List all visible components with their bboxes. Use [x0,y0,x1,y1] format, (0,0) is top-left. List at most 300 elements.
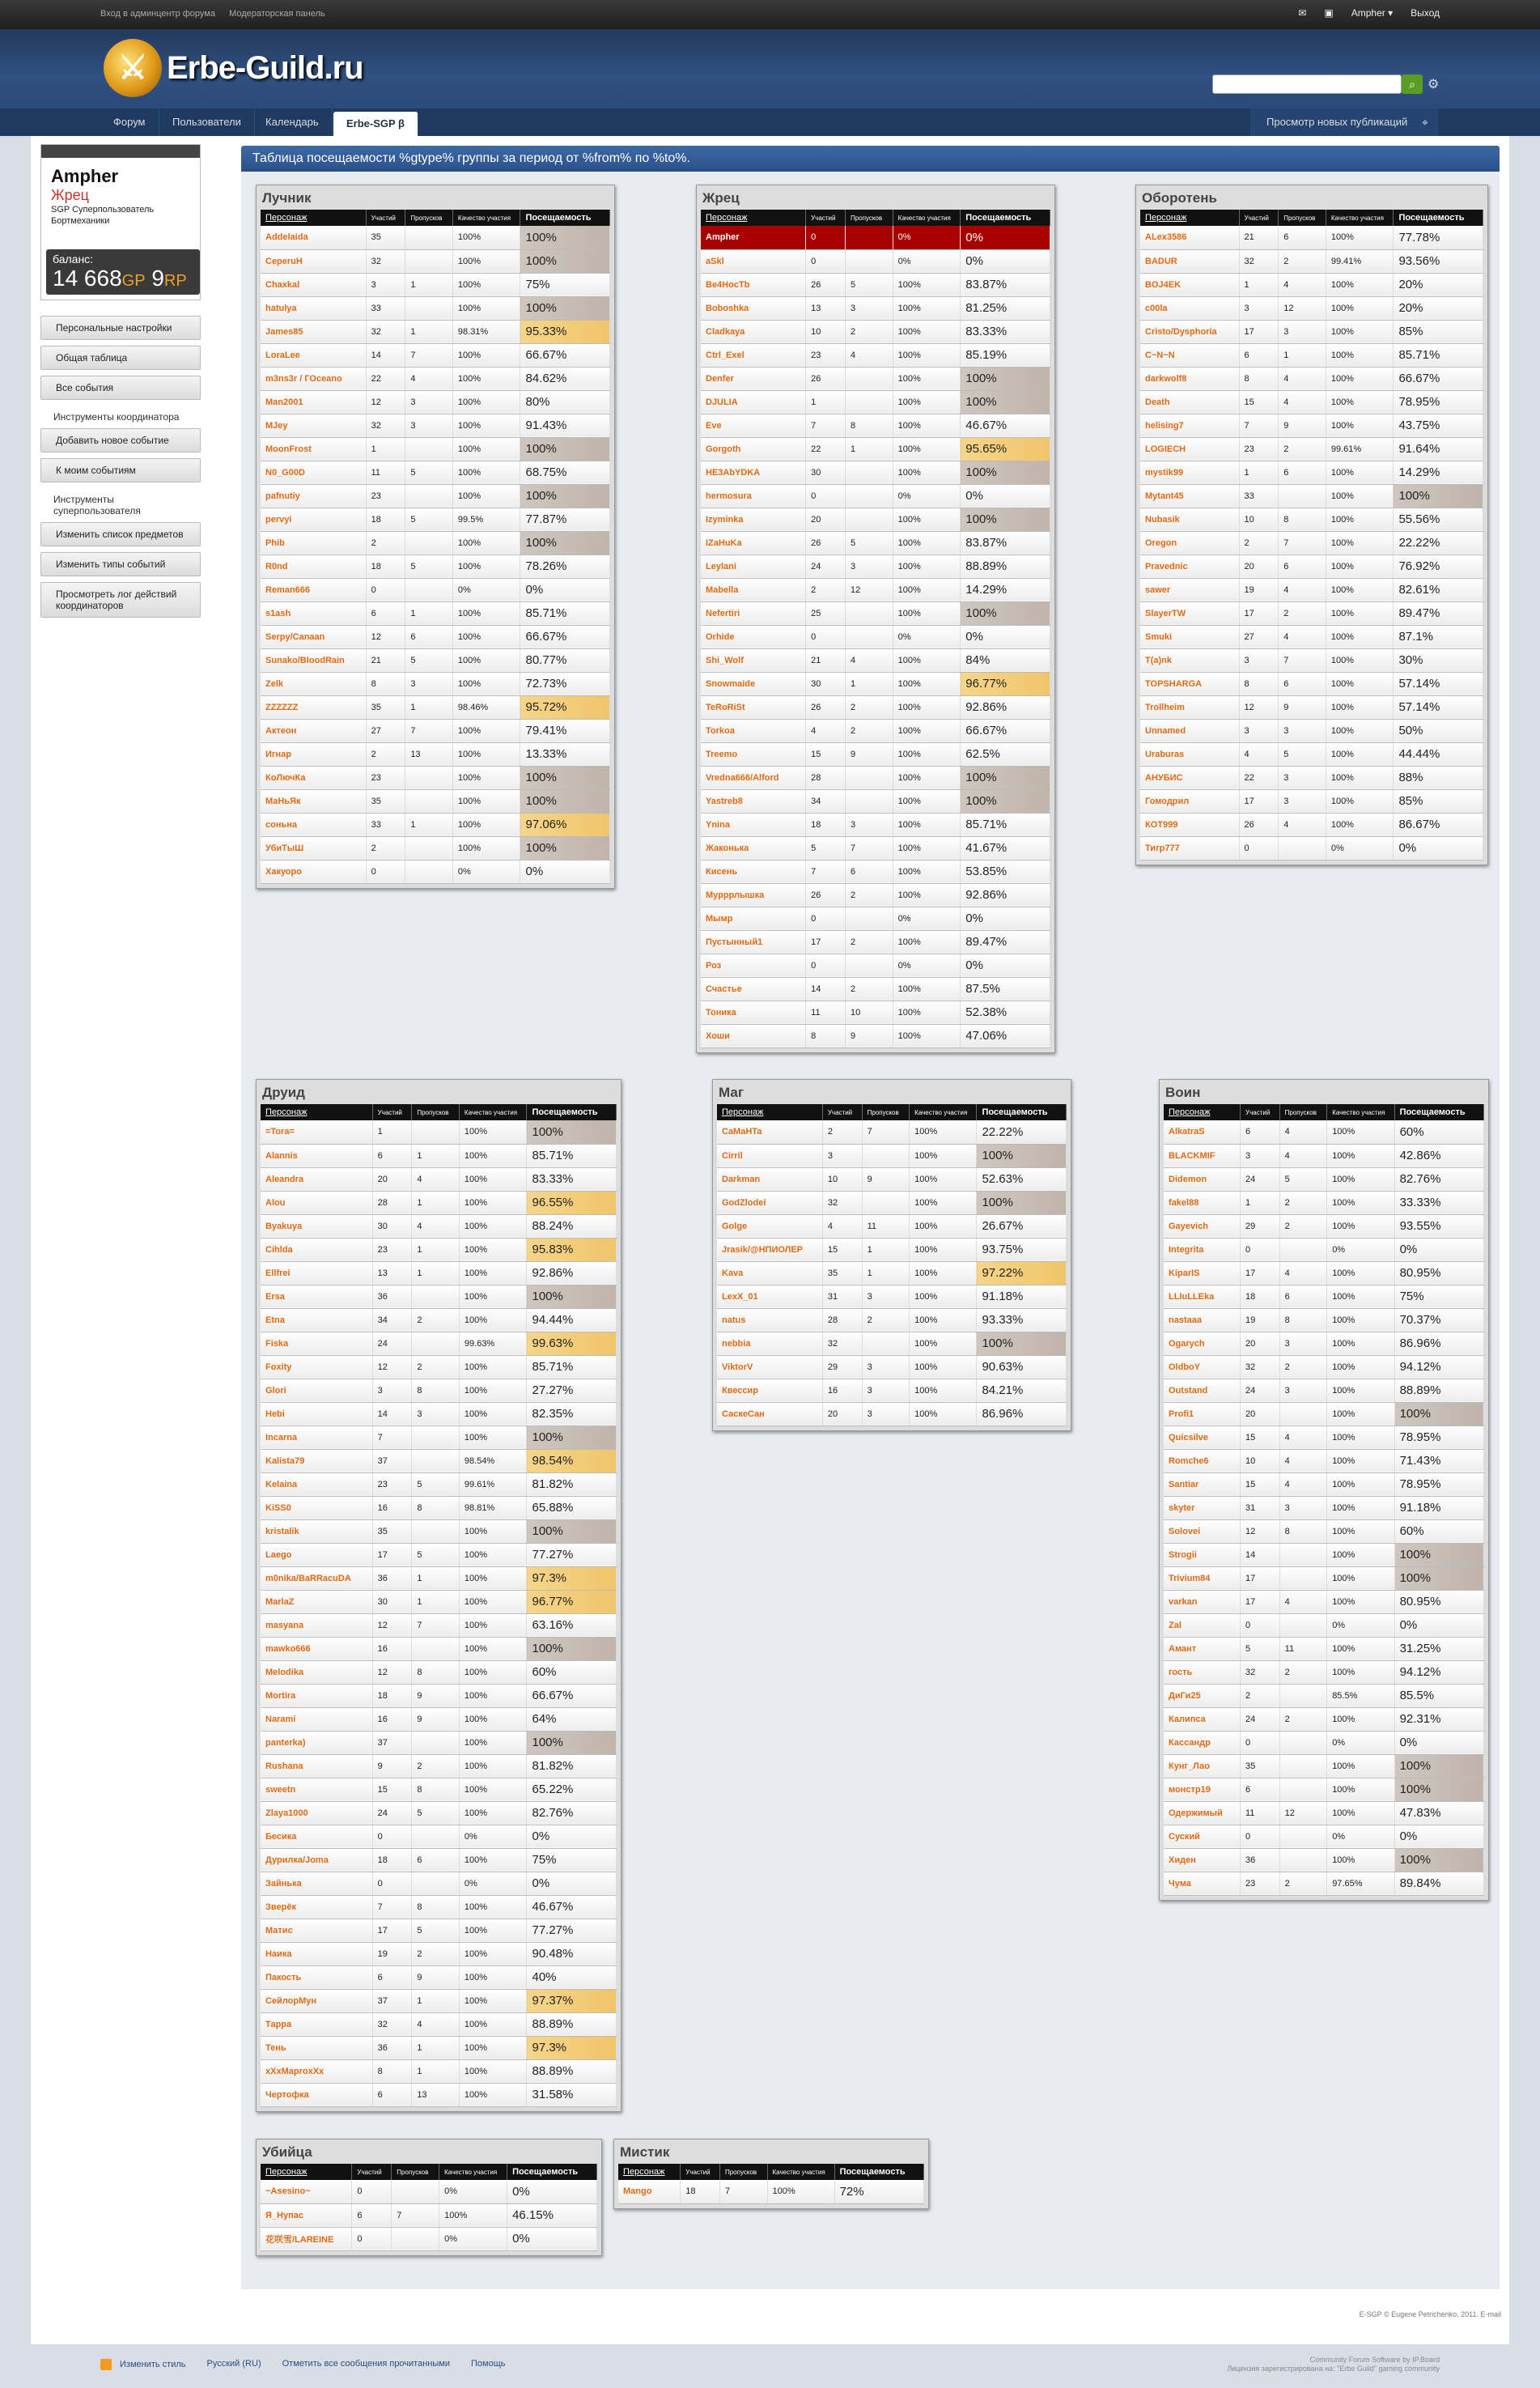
participations: 32 [366,249,405,273]
character-name[interactable]: Kava [717,1261,822,1285]
character-name[interactable]: Golge [717,1214,822,1238]
character-name[interactable]: Zelk [261,672,366,695]
table-row [261,1426,617,1449]
gear-icon[interactable]: ⚙ [1428,78,1440,91]
tab-erbe-sgp[interactable]: Erbe-SGP β [333,112,418,136]
rp-unit: RP [163,272,187,290]
character-name[interactable]: Foxity [261,1355,372,1379]
character-name[interactable]: kristalik [261,1519,372,1543]
table-row [1140,836,1483,860]
attendance-value: 52.63% [977,1167,1067,1191]
character-name[interactable]: ДиГи25 [1164,1684,1241,1707]
character-name[interactable]: AlkatraS [1164,1120,1241,1144]
attendance-value: 85.19% [961,343,1050,367]
table-row [261,1801,617,1825]
character-name[interactable]: Trollheim [1140,695,1239,719]
character-name[interactable]: pervyi [261,508,366,531]
help-link[interactable]: Помощь [470,2359,506,2369]
character-name[interactable]: Didemon [1164,1167,1241,1191]
language-link[interactable]: Русский (RU) [206,2359,261,2369]
character-name[interactable]: Кунг_Лао [1164,1754,1241,1778]
change-style-link[interactable]: Изменить стиль [100,2359,186,2370]
quality: 100% [452,296,520,320]
character-name[interactable]: nastaaa [1164,1308,1241,1332]
character-name[interactable]: T(a)nk [1140,648,1239,672]
character-name[interactable]: Ellfrei [261,1261,372,1285]
character-name[interactable]: Melodika [261,1660,372,1684]
quality: 100% [910,1261,977,1285]
column-header-character[interactable]: Персонаж [261,2164,352,2180]
character-name[interactable]: Чертофка [261,2083,372,2106]
misses: 5 [405,555,453,578]
character-name[interactable]: Бесика [261,1825,372,1848]
character-name[interactable]: CaMaHTa [717,1120,822,1144]
character-name[interactable]: LLIuLLEka [1164,1285,1241,1308]
quality: 100% [893,578,961,601]
character-name[interactable]: Boboshka [701,296,806,320]
character-name[interactable]: Я_Нупас [261,2203,352,2227]
character-name[interactable]: m0nika/BaRRacuDA [261,1566,372,1590]
character-name[interactable]: skyter [1164,1496,1241,1519]
character-name[interactable]: Solovei [1164,1519,1241,1543]
character-name[interactable]: Kalista79 [261,1449,372,1472]
character-name[interactable]: SlayerTW [1140,601,1239,625]
character-name[interactable]: Smuki [1140,625,1239,648]
tab-forum[interactable]: Форум [100,108,159,136]
character-name[interactable]: Alannis [261,1144,372,1167]
character-name[interactable]: Rushana [261,1754,372,1778]
participations: 32 [822,1332,862,1355]
character-name[interactable]: CeperuH [261,249,366,273]
character-name[interactable]: АНУБИС [1140,766,1239,789]
table-row [261,2180,597,2203]
character-name[interactable]: Счастье [701,977,806,1001]
character-name[interactable]: Trivium84 [1164,1566,1241,1590]
character-name[interactable]: Cirril [717,1144,822,1167]
character-name[interactable]: varkan [1164,1590,1241,1613]
edit-event-types-button[interactable]: Изменить типы событий [40,552,201,576]
character-name[interactable]: Darkman [717,1167,822,1191]
character-name[interactable]: OldboY [1164,1355,1241,1379]
character-name[interactable]: LoraLee [261,343,366,367]
character-name[interactable]: Glori [261,1379,372,1402]
character-name[interactable]: Gayevich [1164,1214,1241,1238]
character-name[interactable]: fakel88 [1164,1191,1241,1214]
character-name[interactable]: КоЛючКа [261,766,366,789]
all-events-button[interactable]: Все события [40,376,201,400]
character-name[interactable]: Гомодрил [1140,789,1239,813]
character-name[interactable]: Mytant45 [1140,484,1239,508]
character-name[interactable]: Роз [701,954,806,977]
participations: 21 [806,648,846,672]
character-name[interactable]: 花咲雪/LAREINE [261,2227,352,2250]
logout-link[interactable]: Выход [1411,7,1440,19]
character-name[interactable]: Кисень [701,860,806,883]
misses: 8 [1279,1519,1327,1543]
character-name[interactable]: sawer [1140,578,1239,601]
misses: 3 [1279,719,1326,742]
character-name[interactable]: Чума [1164,1872,1241,1895]
personal-settings-button[interactable]: Персональные настройки [40,316,201,340]
search-input[interactable] [1212,74,1402,94]
character-name[interactable]: =Tora= [261,1120,372,1144]
character-name[interactable]: Narami [261,1707,372,1731]
character-name[interactable]: LOGIECH [1140,437,1239,461]
character-name[interactable]: Nubasik [1140,508,1239,531]
character-name[interactable]: Quicsilve [1164,1426,1241,1449]
character-name[interactable]: КОТ999 [1140,813,1239,836]
character-name[interactable]: СаскеСан [717,1402,822,1426]
character-name[interactable]: Тень [261,2036,372,2059]
character-name[interactable]: Pravednic [1140,555,1239,578]
character-name[interactable]: Nefertiri [701,601,806,625]
character-name[interactable]: Phib [261,531,366,555]
quality: 100% [459,2012,527,2036]
column-header-character[interactable]: Персонаж [618,2164,681,2180]
character-name[interactable]: Cristo/Dysphoria [1140,320,1239,343]
character-name[interactable]: Hebi [261,1402,372,1426]
credit-line[interactable]: Community Forum Software by IP.Board [1309,2356,1440,2364]
character-name[interactable]: mawko666 [261,1637,372,1660]
character-name[interactable]: Zlaya1000 [261,1801,372,1825]
character-name[interactable]: МаНьЯк [261,789,366,813]
attendance-value: 66.67% [961,719,1050,742]
quality: 100% [893,343,961,367]
quality: 100% [893,1001,961,1024]
participations: 17 [372,1543,412,1566]
character-name[interactable]: Etna [261,1308,372,1332]
participations: 13 [806,296,846,320]
new-posts-link[interactable]: Просмотр новых публикаций [1250,108,1423,136]
character-name[interactable]: Тоника [701,1001,806,1024]
quality: 100% [893,742,961,766]
character-name[interactable]: Тарра [261,2012,372,2036]
misses: 6 [1279,461,1326,484]
character-name[interactable]: Пакость [261,1965,372,1989]
character-name[interactable]: IZaHuKa [701,531,806,555]
character-name[interactable]: Одержимый [1164,1801,1241,1825]
character-name[interactable]: Be4HocTb [701,273,806,296]
character-name[interactable]: Treemo [701,742,806,766]
character-name[interactable]: s1ash [261,601,366,625]
character-name[interactable]: BOJ4EK [1140,273,1239,296]
misses [1279,1566,1327,1590]
quality: 85.5% [1327,1684,1394,1707]
character-name[interactable]: Leylani [701,555,806,578]
character-name[interactable]: Ctrl_Exel [701,343,806,367]
character-name[interactable]: Наика [261,1942,372,1965]
my-events-button[interactable]: К моим событиям [40,458,201,482]
column-header-character[interactable]: Персонаж [261,210,366,226]
quality: 100% [1327,1848,1394,1872]
column-header-character[interactable]: Персонаж [1140,210,1239,226]
character-name[interactable]: Ynina [701,813,806,836]
sidebar [40,144,201,618]
character-name[interactable]: m3ns3r / ГОceano [261,367,366,390]
character-name[interactable]: Gorgoth [701,437,806,461]
character-name[interactable]: Mango [618,2180,681,2203]
participations: 6 [1241,1120,1280,1144]
table-row [701,249,1050,273]
profile-icon[interactable]: ▣ [1324,7,1334,19]
character-name[interactable]: GodZlodei [717,1191,822,1214]
character-name[interactable]: ViktorV [717,1355,822,1379]
character-name[interactable]: MarlaZ [261,1590,372,1613]
character-name[interactable]: Kelaina [261,1472,372,1496]
character-name[interactable]: ALex3586 [1140,226,1239,249]
misses: 7 [1279,531,1326,555]
character-name[interactable]: MJey [261,414,366,437]
character-name[interactable]: R0nd [261,555,366,578]
table-row [261,1637,617,1660]
character-name[interactable]: James85 [261,320,366,343]
user-name[interactable]: Ampher [51,166,119,186]
participations: 21 [366,648,405,672]
character-name[interactable]: Матис [261,1918,372,1942]
table-row [1140,296,1483,320]
character-name[interactable]: C~N~N [1140,343,1239,367]
character-name[interactable]: Жаконька [701,836,806,860]
character-name[interactable]: Cladkaya [701,320,806,343]
group-8 [613,2139,929,2209]
character-name[interactable]: Mortira [261,1684,372,1707]
character-name[interactable]: Romche6 [1164,1449,1241,1472]
character-name[interactable]: Zal [1164,1613,1241,1637]
participations: 32 [1239,249,1279,273]
character-name[interactable]: Unnamed [1140,719,1239,742]
table-row [1164,1379,1484,1402]
character-name[interactable]: natus [717,1308,822,1332]
character-name[interactable]: Хакуоро [261,860,366,883]
character-name[interactable]: Дурилка/Joma [261,1848,372,1872]
character-name[interactable]: ZZZZZZ [261,695,366,719]
general-table-button[interactable]: Общая таблица [40,346,201,370]
misses: 7 [412,1613,460,1637]
character-name[interactable]: Ersa [261,1285,372,1308]
character-name[interactable]: гость [1164,1660,1241,1684]
character-name[interactable]: Ogarych [1164,1332,1241,1355]
column-header-character[interactable]: Персонаж [701,210,806,226]
rss-icon[interactable] [100,2359,112,2370]
character-name[interactable]: Мымр [701,907,806,930]
participations: 4 [806,719,846,742]
character-name[interactable]: Амант [1164,1637,1241,1660]
character-name[interactable]: Strogii [1164,1543,1241,1566]
character-name[interactable]: Uraburas [1140,742,1239,766]
character-name[interactable]: Игнар [261,742,366,766]
character-name[interactable]: Хиден [1164,1848,1241,1872]
character-name[interactable]: darkwolf8 [1140,367,1239,390]
character-name[interactable]: HE3AbYDKA [701,461,806,484]
admin-link[interactable]: Вход в админцентр форума [100,9,215,19]
character-name[interactable]: Квессир [717,1379,822,1402]
character-name[interactable]: СейлорМун [261,1989,372,2012]
table-row [261,1918,617,1942]
character-name[interactable]: Cihlda [261,1238,372,1261]
character-name[interactable]: Alou [261,1191,372,1214]
misses: 1 [412,1261,460,1285]
character-name[interactable]: Addelaida [261,226,366,249]
character-name[interactable]: монстр19 [1164,1778,1241,1801]
participations: 0 [1241,1238,1280,1261]
character-name[interactable]: aSkl [701,249,806,273]
quality: 100% [893,273,961,296]
character-name[interactable]: Хоши [701,1024,806,1047]
participations: 30 [372,1590,412,1613]
misses: 13 [412,2083,460,2106]
character-name[interactable]: Кассандр [1164,1731,1241,1754]
tab-calendar[interactable]: Календарь [252,108,333,136]
character-name[interactable]: KiSS0 [261,1496,372,1519]
table-row [701,601,1050,625]
character-name[interactable]: LexX_01 [717,1285,822,1308]
participations: 8 [1239,672,1279,695]
misses: 4 [1279,578,1326,601]
character-name[interactable]: N0_G00D [261,461,366,484]
character-name[interactable]: BLACKMIF [1164,1144,1241,1167]
column-header: Качество участия [439,2164,507,2180]
character-name[interactable]: Fiska [261,1332,372,1355]
search-icon[interactable]: ⌕ [1402,74,1423,94]
misses: 1 [405,813,453,836]
character-name[interactable]: TOPSHARGA [1140,672,1239,695]
character-name[interactable]: Profi1 [1164,1402,1241,1426]
add-event-button[interactable]: Добавить новое событие [40,428,201,453]
character-name[interactable]: sweetn [261,1778,372,1801]
character-name[interactable]: Snowmaide [701,672,806,695]
participations: 21 [1239,226,1279,249]
table-row [1164,1426,1484,1449]
character-name[interactable]: Serpy/Canaan [261,625,366,648]
pin-icon[interactable]: ⌖ [1412,108,1438,136]
column-header-character[interactable]: Персонаж [1164,1104,1241,1120]
character-name[interactable]: MoonFrost [261,437,366,461]
mark-read-link[interactable]: Отметить все сообщения прочитанными [282,2359,450,2369]
misses: 12 [1279,296,1326,320]
character-name[interactable]: Incarna [261,1426,372,1449]
character-name[interactable]: Мурррлышка [701,883,806,907]
attendance-value: 81.82% [527,1472,617,1496]
character-name[interactable]: Jrasik/@НПИОЛЕР [717,1238,822,1261]
character-name[interactable]: panterka) [261,1731,372,1754]
character-name[interactable]: Актеон [261,719,366,742]
character-name[interactable]: Ampher [701,226,806,249]
character-name[interactable]: Sunako/BloodRain [261,648,366,672]
character-name[interactable]: pafnutiy [261,484,366,508]
group-title: Маг [719,1085,744,1100]
participations: 0 [806,625,846,648]
character-name[interactable]: TeRoRiSt [701,695,806,719]
character-name[interactable]: Death [1140,390,1239,414]
character-name[interactable]: hermosura [701,484,806,508]
character-name[interactable]: Reman666 [261,578,366,601]
coordinator-log-button[interactable]: Просмотреть лог действий координаторов [40,582,201,618]
user-menu[interactable]: Ampher ▾ [1351,7,1394,19]
misses: 8 [412,1895,460,1918]
logo[interactable] [104,39,363,97]
misses: 1 [405,695,453,719]
quality: 100% [1326,578,1394,601]
character-name[interactable]: Chaxkal [261,273,366,296]
character-name[interactable]: Orhide [701,625,806,648]
attendance-value: 81.25% [961,296,1050,320]
misses [1279,1825,1327,1848]
character-name[interactable]: Зайнька [261,1872,372,1895]
character-name[interactable]: Izyminka [701,508,806,531]
character-name[interactable]: Eve [701,414,806,437]
misses: 8 [412,1496,460,1519]
character-name[interactable]: Yastreb8 [701,789,806,813]
character-name[interactable]: Shi_Wolf [701,648,806,672]
character-name[interactable]: Тигр777 [1140,836,1239,860]
character-name[interactable]: DJULIA [701,390,806,414]
character-name[interactable]: nebbia [717,1332,822,1355]
character-name[interactable]: Mabella [701,578,806,601]
table-row [1140,648,1483,672]
character-name[interactable]: Laego [261,1543,372,1566]
character-name[interactable]: Зверёк [261,1895,372,1918]
character-name[interactable]: BADUR [1140,249,1239,273]
misses: 3 [862,1379,910,1402]
misses [405,296,453,320]
character-name[interactable]: Byakuya [261,1214,372,1238]
misses [412,1825,460,1848]
participations: 12 [1241,1519,1280,1543]
character-name[interactable]: соньна [261,813,366,836]
character-name[interactable]: Пустынный1 [701,930,806,954]
character-name[interactable]: hatulya [261,296,366,320]
column-header-character[interactable]: Персонаж [717,1104,822,1120]
misses: 2 [845,719,893,742]
character-name[interactable]: c00la [1140,296,1239,320]
attendance-value: 53.85% [961,860,1050,883]
character-name[interactable]: Outstand [1164,1379,1241,1402]
column-header: Качество участия [452,210,520,226]
character-name[interactable]: Santiar [1164,1472,1241,1496]
character-name[interactable]: Vredna666/Alford [701,766,806,789]
character-name[interactable]: xXxMaproxXx [261,2059,372,2083]
character-name[interactable]: mystik99 [1140,461,1239,484]
envelope-icon[interactable]: ✉ [1298,7,1307,19]
attendance-value: 100% [977,1191,1067,1214]
character-name[interactable]: Oregon [1140,531,1239,555]
character-name[interactable]: Denfer [701,367,806,390]
character-name[interactable]: Man2001 [261,390,366,414]
character-name[interactable]: ~Asesino~ [261,2180,352,2203]
quality: 0% [452,860,520,883]
character-name[interactable]: Torkoa [701,719,806,742]
tab-users[interactable]: Пользователи [159,108,255,136]
misses: 5 [412,1543,460,1566]
character-name[interactable]: Суский [1164,1825,1241,1848]
moderator-link[interactable]: Модераторская панель [229,9,325,19]
character-name[interactable]: Aleandra [261,1167,372,1191]
misses [845,367,893,390]
participations: 1 [1239,461,1279,484]
participations: 9 [372,1754,412,1778]
character-name[interactable]: helising7 [1140,414,1239,437]
column-header-character[interactable]: Персонаж [261,1104,372,1120]
participations: 1 [366,437,405,461]
character-name[interactable]: Калипса [1164,1707,1241,1731]
character-name[interactable]: masyana [261,1613,372,1637]
edit-items-button[interactable]: Изменить список предметов [40,522,201,546]
character-name[interactable]: KiparIS [1164,1261,1241,1285]
attendance-value: 100% [520,766,610,789]
table-row [717,1402,1067,1426]
character-name[interactable]: УбиТыШ [261,836,366,860]
character-name[interactable]: Integrita [1164,1238,1241,1261]
